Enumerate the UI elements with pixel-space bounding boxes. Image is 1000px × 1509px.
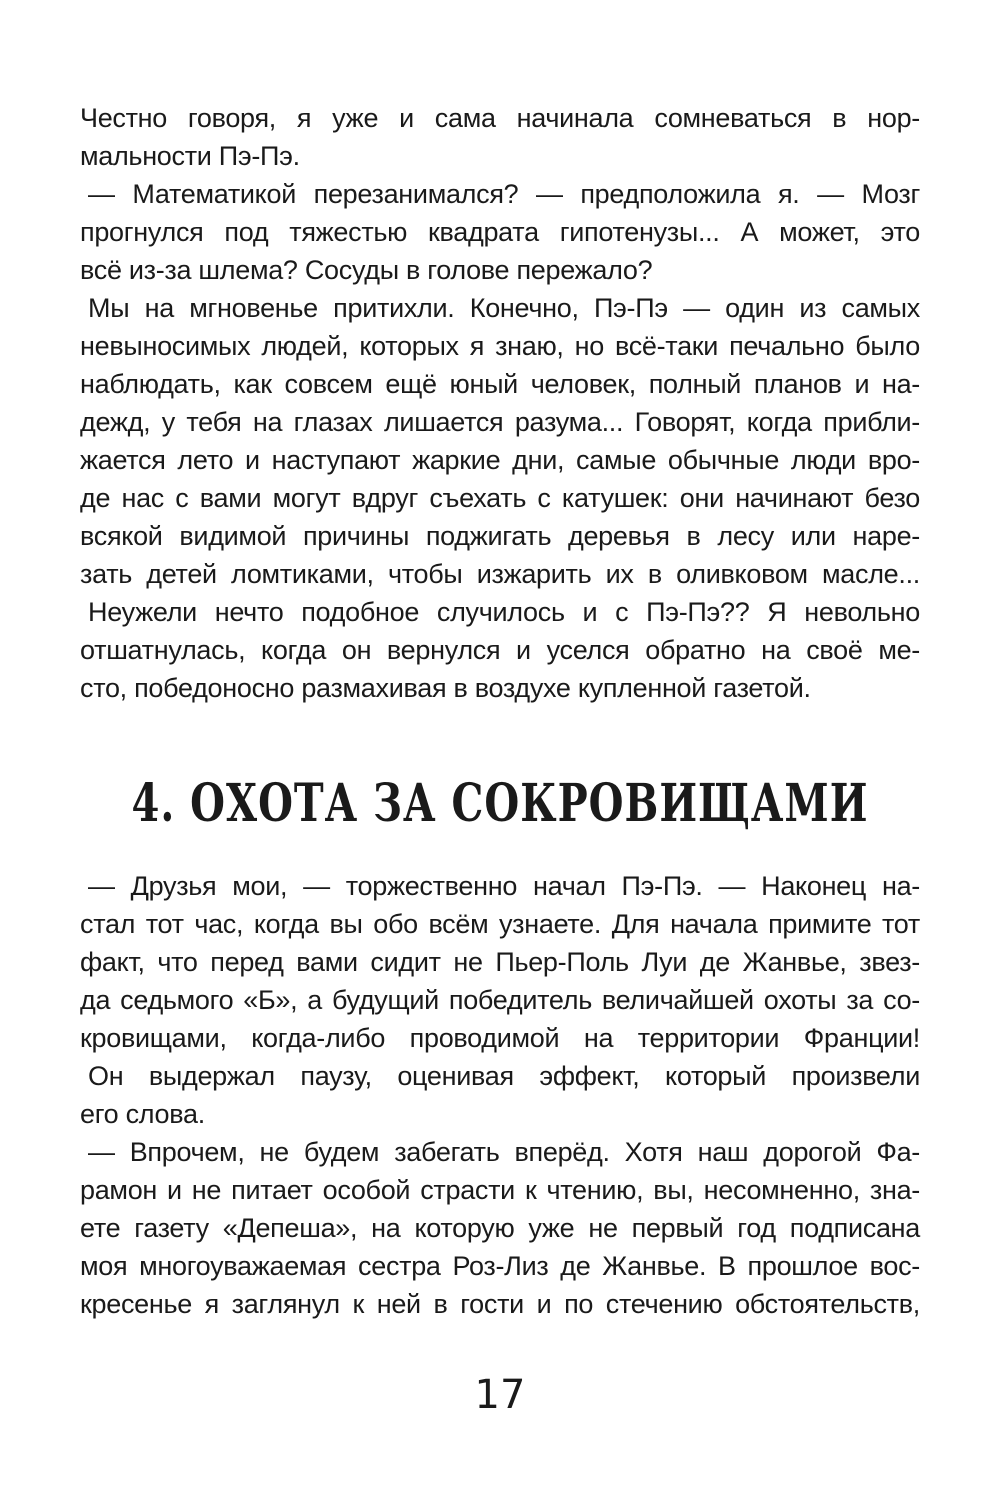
text-line: стал тот час, когда вы обо всём узнаете. Для начала примите тот <box>80 909 920 939</box>
text-line: да седьмого «Б», а будущий победитель величайшей охоты за со- <box>80 985 920 1015</box>
text-line: дежд, у тебя на глазах лишается разума... Говорят, когда прибли- <box>80 407 920 437</box>
text-line: Неужели нечто подобное случилось и с Пэ-Пэ?? Я невольно <box>88 597 920 627</box>
text-line: Честно говоря, я уже и сама начинала сомневаться в нор- <box>80 103 920 133</box>
text-line: невыносимых людей, которых я знаю, но всё-таки печально было <box>80 331 920 361</box>
text-line: Мы на мгновенье притихли. Конечно, Пэ-Пэ — один из самых <box>88 293 920 323</box>
text-line: моя многоуважаемая сестра Роз-Лиз де Жанвье. В прошлое вос- <box>80 1251 920 1281</box>
page-number: 17 <box>474 1372 526 1418</box>
text-line: — Математикой перезанимался? — предположила я. — Мозг <box>88 179 920 209</box>
text-line: зать детей ломтиками, чтобы изжарить их в оливковом масле... <box>80 559 920 589</box>
chapter-title: 4. ОХОТА ЗА СОКРОВИЩАМИ <box>131 772 869 835</box>
text-line: ете газету «Депеша», на которую уже не первый год подписана <box>80 1213 920 1243</box>
text-line: жается лето и наступают жаркие дни, самые обычные люди вро- <box>80 445 920 475</box>
text-line: Он выдержал паузу, оценивая эффект, который произвели <box>88 1061 920 1091</box>
text-line: кресенье я заглянул к ней в гости и по стечению обстоятельств, <box>80 1289 920 1319</box>
text-line: — Впрочем, не будем забегать вперёд. Хотя наш дорогой Фа- <box>88 1137 920 1167</box>
text-line: всякой видимой причины поджигать деревья в лесу или наре- <box>80 521 920 551</box>
text-line: отшатнулась, когда он вернулся и уселся обратно на своё ме- <box>80 635 920 665</box>
text-line: де нас с вами могут вдруг съехать с катушек: они начинают безо <box>80 483 920 513</box>
text-line: мальности Пэ-Пэ. <box>80 141 300 171</box>
text-line: всё из-за шлема? Сосуды в голове пережало? <box>80 255 653 285</box>
text-line: наблюдать, как совсем ещё юный человек, полный планов и на- <box>80 369 920 399</box>
text-line: — Друзья мои, — торжественно начал Пэ-Пэ. — Наконец на- <box>88 871 920 901</box>
text-line: рамон и не питает особой страсти к чтению, вы, несомненно, зна- <box>80 1175 920 1205</box>
text-line: сто, победоносно размахивая в воздухе купленной газетой. <box>80 673 811 703</box>
text-line: кровищами, когда-либо проводимой на территории Франции! <box>80 1023 920 1053</box>
text-line: факт, что перед вами сидит не Пьер-Поль Луи де Жанвье, звез- <box>80 947 920 977</box>
text-line: прогнулся под тяжестью квадрата гипотенузы... А может, это <box>80 217 920 247</box>
text-line: его слова. <box>80 1099 205 1129</box>
